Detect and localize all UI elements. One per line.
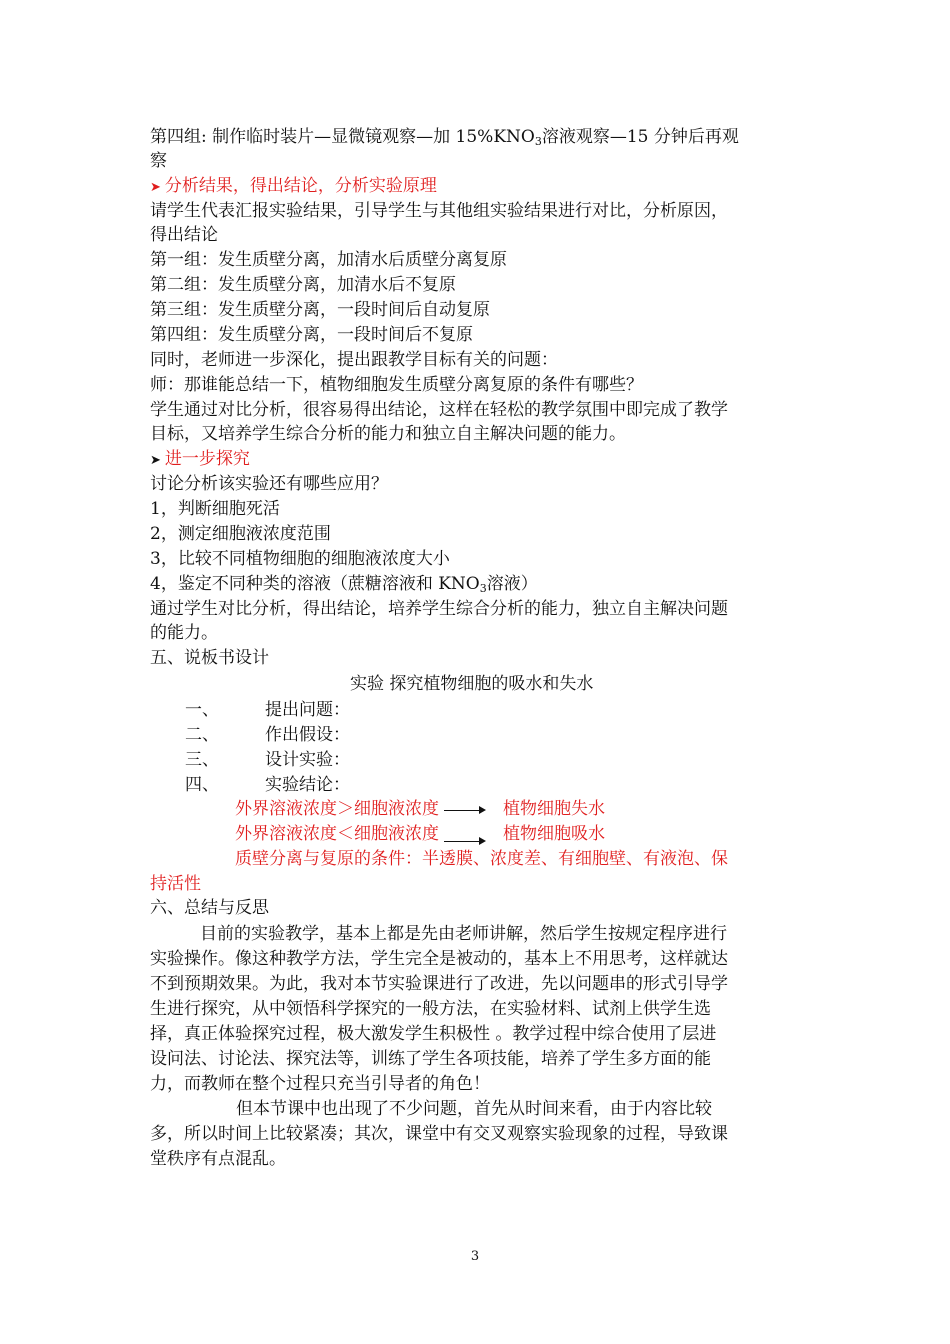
paragraph: 请学生代表汇报实验结果，引导学生与其他组实验结果进行对比，分析原因， — [150, 201, 728, 221]
board-title: 实验 探究植物细胞的吸水和失水 — [350, 674, 594, 694]
arrow-bullet-icon: ➤ — [150, 453, 161, 468]
reflection-line: 多，所以时间上比较紧凑；其次，课堂中有交叉观察实验现象的过程，导致课 — [150, 1124, 728, 1144]
reflection-line: 力，而教师在整个过程只充当引导者的角色！ — [150, 1074, 490, 1094]
board-item-number: 一、 — [185, 700, 219, 720]
paragraph: 学生通过对比分析，很容易得出结论，这样在轻松的教学氛围中即完成了教学 — [150, 400, 728, 420]
reflection-line: 实验操作。像这种教学方法，学生完全是被动的，基本上不用思考，这样就达 — [150, 949, 728, 969]
section-six-heading: 六、总结与反思 — [150, 898, 269, 918]
result-group-4: 第四组：发生质壁分离，一段时间后不复原 — [150, 325, 473, 345]
application-item: 4，鉴定不同种类的溶液（蔗糖溶液和 $KNO_3$溶液） — [150, 574, 538, 595]
paragraph: 同时，老师进一步深化，提出跟教学目标有关的问题： — [150, 350, 558, 370]
conclusion-condition-2: 外界溶液浓度＜细胞液浓度 — [235, 824, 439, 844]
teacher-question: 师：那谁能总结一下，植物细胞发生质壁分离复原的条件有哪些？ — [150, 375, 643, 395]
board-item-text: 提出问题： — [265, 700, 350, 720]
arrow-bullet-icon: ➤ — [150, 180, 161, 195]
page-number: 3 — [470, 1249, 480, 1264]
section-five-heading: 五、说板书设计 — [150, 648, 269, 668]
board-item-number: 二、 — [185, 725, 219, 745]
board-item-text: 实验结论： — [265, 775, 350, 795]
board-item-text: 设计实验： — [265, 750, 350, 770]
conclusion-condition-1: 外界溶液浓度＞细胞液浓度 — [235, 799, 439, 819]
result-group-3: 第三组：发生质壁分离，一段时间后自动复原 — [150, 300, 490, 320]
reflection-line: 择，真正体验探究过程，极大激发学生积极性 。教学过程中综合使用了层进 — [150, 1024, 717, 1044]
board-item-number: 四、 — [185, 775, 219, 795]
reflection-line: 不到预期效果。为此，我对本节实验课进行了改进，先以问题串的形式引导学 — [150, 974, 728, 994]
paragraph: 通过学生对比分析，得出结论，培养学生综合分析的能力，独立自主解决问题 — [150, 599, 728, 619]
result-group-2: 第二组：发生质壁分离，加清水后不复原 — [150, 275, 456, 295]
reflection-line: 但本节课中也出现了不少问题，首先从时间来看，由于内容比较 — [236, 1099, 712, 1119]
reflection-line: 生进行探究，从中领悟科学探究的一般方法，在实验材料、试剂上供学生选 — [150, 999, 711, 1019]
group4-line: 第四组: 制作临时装片—显微镜观察—加 $15\%KNO_3$溶液观察—15 分钟后再观 — [150, 127, 739, 148]
group4-cont: 察 — [150, 151, 167, 171]
paragraph: 目标，又培养学生综合分析的能力和独立自主解决问题的能力。 — [150, 424, 626, 444]
arrow-right-icon — [444, 841, 480, 842]
conclusion-conditions-cont: 持活性 — [150, 874, 201, 894]
reflection-line: 设问法、讨论法、探究法等，训练了学生各项技能，培养了学生多方面的能 — [150, 1049, 711, 1069]
application-item: 1，判断细胞死活 — [150, 499, 280, 519]
result-group-1: 第一组：发生质壁分离，加清水后质壁分离复原 — [150, 250, 507, 270]
board-item-number: 三、 — [185, 750, 219, 770]
reflection-line: 堂秩序有点混乱。 — [150, 1149, 286, 1169]
paragraph: 的能力。 — [150, 623, 218, 643]
application-item: 3，比较不同植物细胞的细胞液浓度大小 — [150, 549, 450, 569]
conclusion-result-1: 植物细胞失水 — [503, 799, 605, 819]
section-heading-explore: ➤ 进一步探究 — [150, 449, 250, 469]
reflection-line: 目前的实验教学，基本上都是先由老师讲解，然后学生按规定程序进行 — [200, 924, 727, 944]
paragraph: 得出结论 — [150, 225, 218, 245]
arrow-right-icon — [444, 810, 480, 811]
section-heading-analysis: ➤ 分析结果，得出结论，分析实验原理 — [150, 176, 437, 196]
conclusion-conditions: 质壁分离与复原的条件：半透膜、浓度差、有细胞壁、有液泡、保 — [235, 849, 728, 869]
paragraph: 讨论分析该实验还有哪些应用？ — [150, 474, 388, 494]
conclusion-result-2: 植物细胞吸水 — [503, 824, 605, 844]
board-item-text: 作出假设： — [265, 725, 350, 745]
application-item: 2，测定细胞液浓度范围 — [150, 524, 331, 544]
